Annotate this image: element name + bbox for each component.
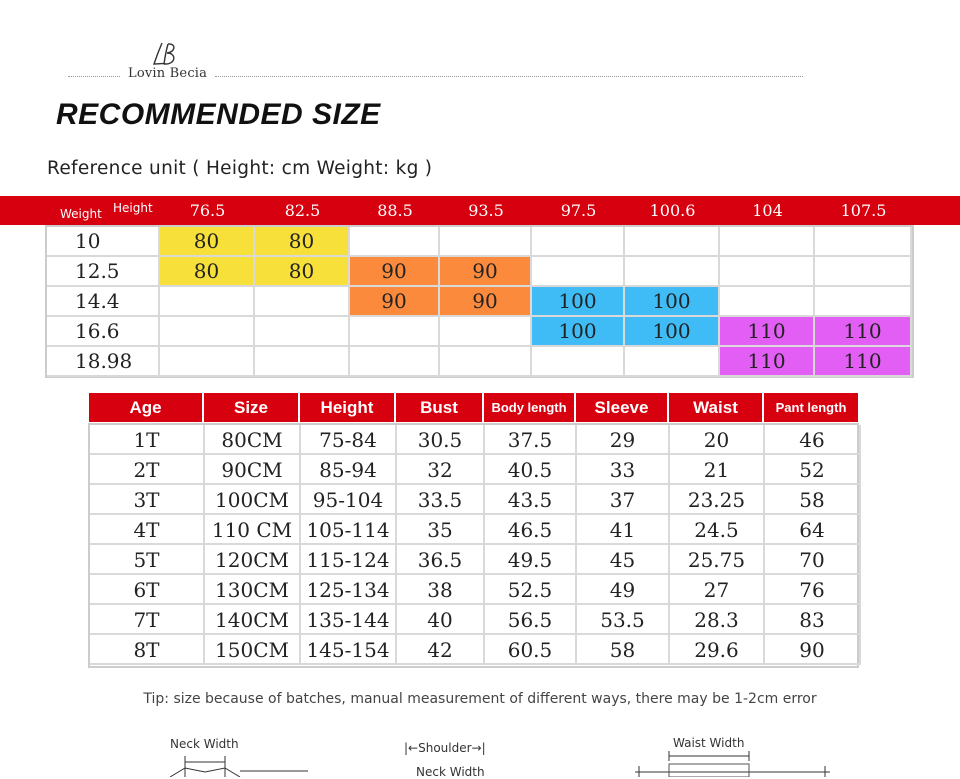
size-cell: 90: [350, 257, 440, 287]
table-cell: 3T: [90, 485, 205, 515]
size-cell: 90: [440, 287, 532, 317]
table-cell: 6T: [90, 575, 205, 605]
table-cell: 46.5: [485, 515, 577, 545]
weight-height-table: [0, 196, 960, 380]
table-cell: 8T: [90, 635, 205, 665]
size-cell: [160, 317, 255, 347]
weight-label: 10: [47, 227, 160, 257]
table-cell: 80CM: [205, 425, 301, 455]
page-title: RECOMMENDED SIZE: [56, 98, 381, 131]
height-axis-label: Height: [113, 201, 153, 215]
size-cell: [815, 257, 912, 287]
size-cell: [625, 257, 720, 287]
table-cell: 130CM: [205, 575, 301, 605]
table-cell: 145-154: [301, 635, 397, 665]
table-cell: 25.75: [670, 545, 765, 575]
table-cell: 7T: [90, 605, 205, 635]
height-header: 88.5: [377, 201, 413, 220]
height-header: 76.5: [189, 201, 226, 220]
weight-height-grid: [45, 225, 914, 378]
size-cell: 90: [350, 287, 440, 317]
table-cell: 43.5: [485, 485, 577, 515]
size-cell: [720, 227, 815, 257]
table-cell: 52.5: [485, 575, 577, 605]
table-cell: 100CM: [205, 485, 301, 515]
table-cell: 42: [397, 635, 485, 665]
height-header: 93.5: [468, 201, 504, 220]
size-cell: [625, 227, 720, 257]
table-cell: 23.25: [670, 485, 765, 515]
size-cell: [255, 287, 350, 317]
size-cell: [350, 317, 440, 347]
table-cell: 53.5: [577, 605, 670, 635]
size-cell: 110: [720, 347, 815, 377]
table-cell: 29.6: [670, 635, 765, 665]
size-cell: [532, 347, 625, 377]
column-header: Pant length: [764, 393, 858, 422]
size-cell: [815, 227, 912, 257]
table-cell: 27: [670, 575, 765, 605]
table-cell: 105-114: [301, 515, 397, 545]
size-cell: 110: [720, 317, 815, 347]
table-cell: 83: [765, 605, 861, 635]
height-header: 107.5: [840, 201, 887, 220]
brand-name: Lovin Becia: [128, 66, 208, 81]
height-header: 82.5: [284, 201, 321, 220]
table-cell: 90CM: [205, 455, 301, 485]
size-cell: 110: [815, 347, 912, 377]
shoulder-arrow-left-icon: |←: [404, 741, 419, 755]
table-cell: 58: [765, 485, 861, 515]
table-cell: 24.5: [670, 515, 765, 545]
column-header: Height: [300, 393, 394, 422]
table-cell: 120CM: [205, 545, 301, 575]
weight-label: 14.4: [47, 287, 160, 317]
table-cell: 28.3: [670, 605, 765, 635]
size-cell: [255, 347, 350, 377]
size-cell: [255, 317, 350, 347]
table-cell: 30.5: [397, 425, 485, 455]
column-header: Bust: [396, 393, 482, 422]
size-cell: 100: [625, 317, 720, 347]
shoulder-arrow-right-icon: →|: [471, 741, 486, 755]
size-cell: [815, 287, 912, 317]
shirt-diagram-icon: [160, 752, 310, 777]
table-cell: 32: [397, 455, 485, 485]
table-cell: 37: [577, 485, 670, 515]
tip-text: Tip: size because of batches, manual measurement of different ways, there may be 1-2cm error: [143, 691, 817, 707]
table-cell: 38: [397, 575, 485, 605]
size-cell: [440, 227, 532, 257]
table-cell: 45: [577, 545, 670, 575]
shoulder-label: |←Shoulder→|: [404, 741, 486, 755]
weight-label: 12.5: [47, 257, 160, 287]
table-cell: 49: [577, 575, 670, 605]
table-cell: 41: [577, 515, 670, 545]
table-cell: 46: [765, 425, 861, 455]
reference-unit: Reference unit ( Height: cm Weight: kg ): [47, 158, 433, 179]
size-cell: [160, 287, 255, 317]
size-cell: 100: [625, 287, 720, 317]
table-cell: 110 CM: [205, 515, 301, 545]
size-cell: [720, 287, 815, 317]
size-cell: 110: [815, 317, 912, 347]
table-cell: 40: [397, 605, 485, 635]
table-cell: 20: [670, 425, 765, 455]
table-cell: 52: [765, 455, 861, 485]
neck-width-label: Neck Width: [170, 737, 239, 751]
table-cell: 56.5: [485, 605, 577, 635]
size-cell: [532, 257, 625, 287]
table-cell: 58: [577, 635, 670, 665]
weight-label: 18.98: [47, 347, 160, 377]
table-cell: 2T: [90, 455, 205, 485]
weight-axis-label: Weight: [60, 207, 102, 221]
size-cell: 100: [532, 287, 625, 317]
size-cell: [350, 227, 440, 257]
size-cell: 90: [440, 257, 532, 287]
table-cell: 5T: [90, 545, 205, 575]
size-cell: [440, 347, 532, 377]
column-header: Waist: [669, 393, 762, 422]
pants-diagram-icon: [625, 750, 845, 777]
table-cell: 70: [765, 545, 861, 575]
column-header: Age: [89, 393, 202, 422]
table-cell: 4T: [90, 515, 205, 545]
table-cell: 140CM: [205, 605, 301, 635]
size-chart-body: [88, 423, 859, 668]
height-header: 97.5: [560, 201, 597, 220]
table-cell: 95-104: [301, 485, 397, 515]
table-cell: 150CM: [205, 635, 301, 665]
table-cell: 37.5: [485, 425, 577, 455]
table-cell: 35: [397, 515, 485, 545]
table-cell: 125-134: [301, 575, 397, 605]
table-cell: 76: [765, 575, 861, 605]
table-cell: 135-144: [301, 605, 397, 635]
size-cell: 80: [160, 227, 255, 257]
table-cell: 75-84: [301, 425, 397, 455]
table-cell: 85-94: [301, 455, 397, 485]
weight-label: 16.6: [47, 317, 160, 347]
table-cell: 64: [765, 515, 861, 545]
size-cell: [160, 347, 255, 377]
size-cell: 100: [532, 317, 625, 347]
brand-divider-right: [215, 76, 803, 77]
table-cell: 40.5: [485, 455, 577, 485]
waist-width-label: Waist Width: [673, 736, 745, 750]
size-cell: [532, 227, 625, 257]
height-header: 104: [752, 201, 783, 220]
column-header: Size: [204, 393, 298, 422]
size-cell: [625, 347, 720, 377]
table-cell: 115-124: [301, 545, 397, 575]
size-cell: 80: [255, 227, 350, 257]
table-cell: 29: [577, 425, 670, 455]
size-cell: 80: [255, 257, 350, 287]
size-cell: [440, 317, 532, 347]
table-cell: 49.5: [485, 545, 577, 575]
table-cell: 21: [670, 455, 765, 485]
column-header: Sleeve: [576, 393, 667, 422]
table-cell: 60.5: [485, 635, 577, 665]
table-cell: 36.5: [397, 545, 485, 575]
brand-divider-left: [68, 76, 120, 77]
table-cell: 33.5: [397, 485, 485, 515]
size-cell: 80: [160, 257, 255, 287]
table-cell: 33: [577, 455, 670, 485]
neck-width-label-2: Neck Width: [416, 765, 485, 779]
height-header: 100.6: [649, 201, 696, 220]
size-cell: [720, 257, 815, 287]
table-cell: 90: [765, 635, 861, 665]
size-cell: [350, 347, 440, 377]
table-cell: 1T: [90, 425, 205, 455]
weight-height-corner: [47, 198, 159, 223]
column-header: Body length: [484, 393, 574, 422]
lb-monogram-icon: [148, 40, 184, 68]
